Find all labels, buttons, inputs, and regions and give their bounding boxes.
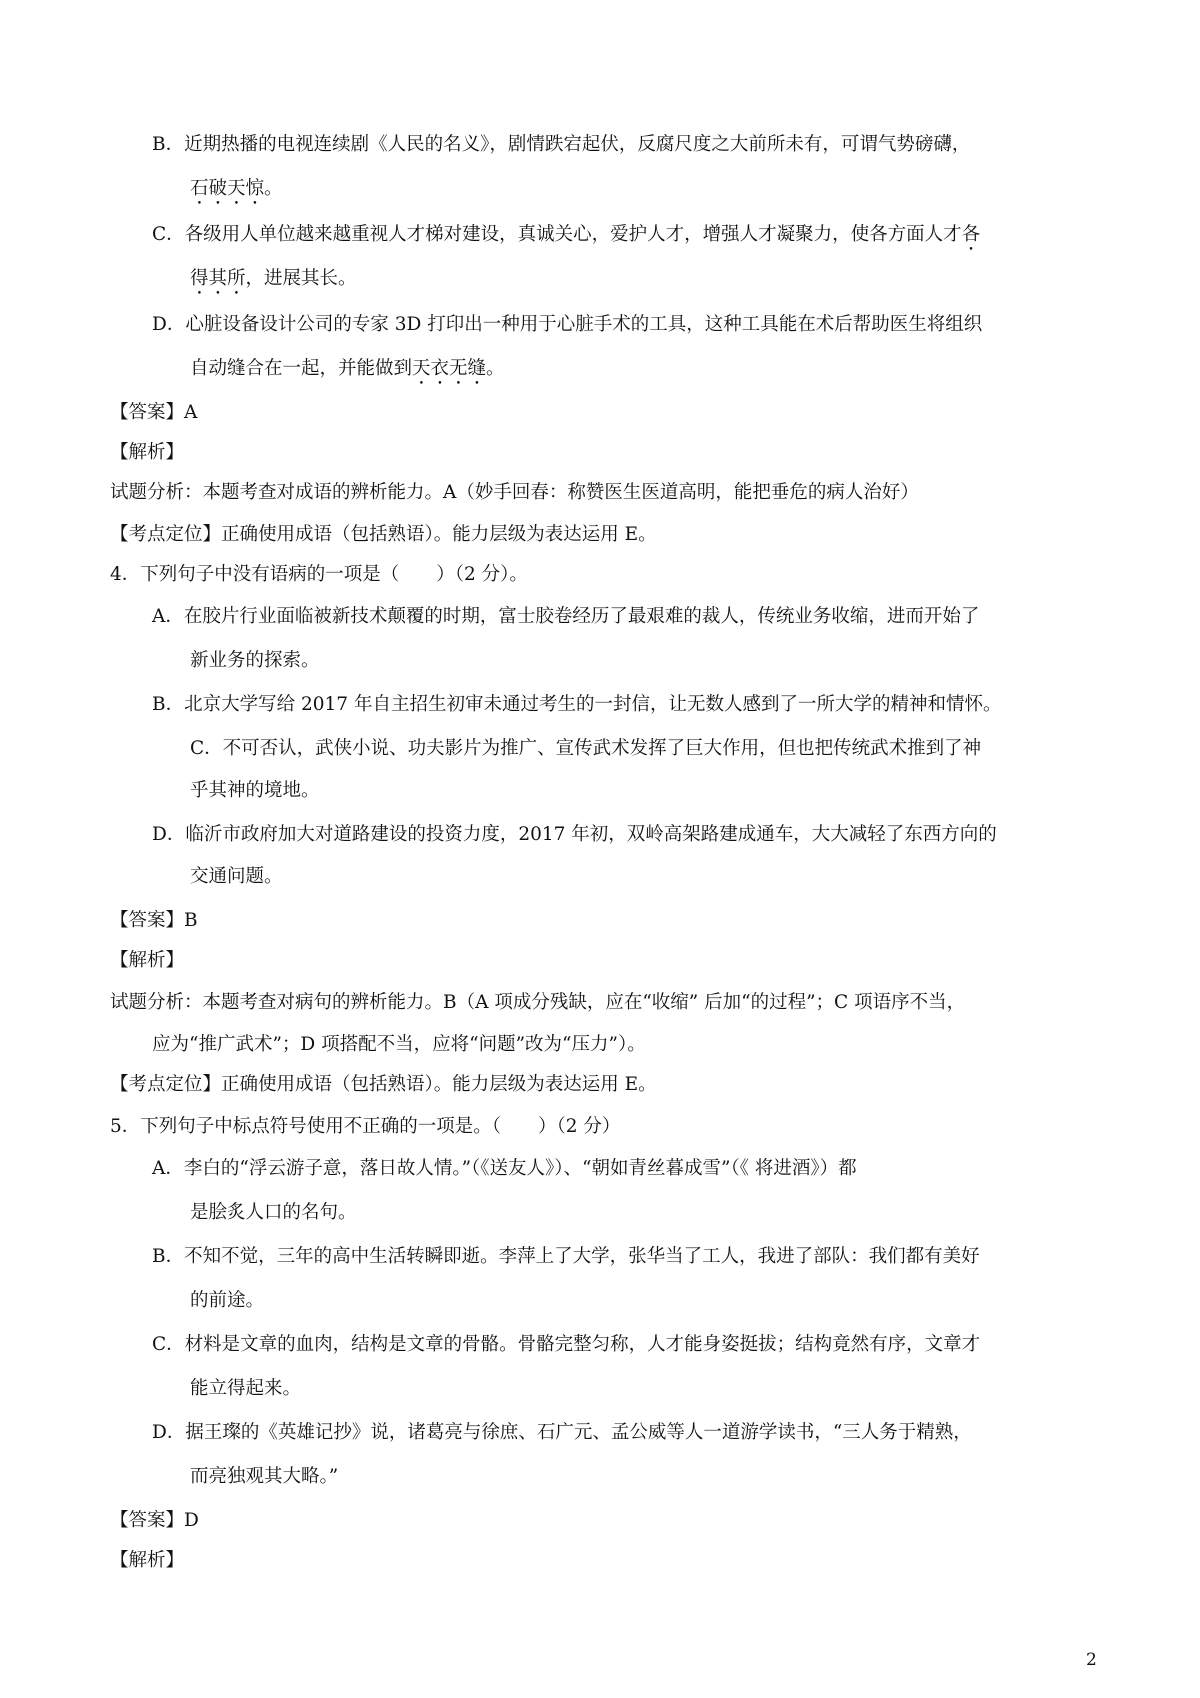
q3-option-b-line2: 石破天惊。: [190, 178, 283, 199]
q3-analysis: 试题分析：本题考查对成语的辨析能力。A（妙手回春：称赞医生医道高明，能把垂危的病人治好）: [110, 482, 919, 503]
q5-option-d-line2: 而亮独观其大略。”: [190, 1466, 339, 1487]
emphasis-idiom-part: 各: [961, 224, 981, 245]
q3-option-b-line1: B．近期热播的电视连续剧《人民的名义》，剧情跌宕起伏，反腐尺度之大前所未有，可谓气势磅礴，: [152, 134, 971, 155]
q5-answer: 【答案】D: [110, 1510, 199, 1531]
q4-keypoint: 【考点定位】正确使用成语（包括熟语）。能力层级为表达运用 E。: [110, 1074, 657, 1095]
emphasis-idiom: 天衣无缝: [412, 358, 487, 379]
q4-analysis-heading: 【解析】: [110, 950, 185, 971]
q3-keypoint: 【考点定位】正确使用成语（包括熟语）。能力层级为表达运用 E。: [110, 524, 657, 545]
q4-option-c-line2: 乎其神的境地。: [190, 780, 320, 801]
q4-answer: 【答案】B: [110, 910, 198, 931]
q5-option-a-line2: 是脍炙人口的名句。: [190, 1202, 357, 1223]
q5-stem: 5．下列句子中标点符号使用不正确的一项是。（ ）（2 分）: [110, 1116, 621, 1137]
q3-option-c-line1: C．各级用人单位越来越重视人才梯对建设，真诚关心，爱护人才，增强人才凝聚力，使各方面人才各: [152, 224, 981, 245]
q4-option-a-line1: A．在胶片行业面临被新技术颠覆的时期，富士胶卷经历了最艰难的裁人，传统业务收缩，进而开始了: [152, 606, 980, 627]
q5-option-b-line2: 的前途。: [190, 1290, 265, 1311]
q5-option-c-line2: 能立得起来。: [190, 1378, 302, 1399]
q4-analysis-line2: 应为“推广武术”；D 项搭配不当，应将“问题”改为“压力”）。: [152, 1034, 646, 1055]
q4-option-b-line1: B．北京大学写给 2017 年自主招生初审未通过考生的一封信，让无数人感到了一所大学的精神和情怀。: [152, 694, 1002, 715]
q5-analysis-heading: 【解析】: [110, 1550, 185, 1571]
q4-option-d-line1: D．临沂市政府加大对道路建设的投资力度，2017 年初，双岭高架路建成通车，大大减轻了东西方向的: [152, 824, 997, 845]
q4-option-a-line2: 新业务的探索。: [190, 650, 320, 671]
q5-option-c-line1: C．材料是文章的血肉，结构是文章的骨骼。骨骼完整匀称，人才能身姿挺拔；结构竟然有序，文章才: [152, 1334, 981, 1355]
q3-option-d-line1: D．心脏设备设计公司的专家 3D 打印出一种用于心脏手术的工具，这种工具能在术后帮助医生将组织: [152, 314, 983, 335]
page-number: 2: [1086, 1650, 1097, 1670]
q3-analysis-heading: 【解析】: [110, 442, 185, 463]
q3-option-c-line2: 得其所，进展其长。: [190, 268, 357, 289]
emphasis-idiom: 石破天惊: [190, 178, 265, 199]
q5-option-b-line1: B．不知不觉，三年的高中生活转瞬即逝。李萍上了大学，张华当了工人，我进了部队：我们都有美好: [152, 1246, 980, 1267]
q5-option-d-line1: D．据王璨的《英雄记抄》说，诸葛亮与徐庶、石广元、孟公威等人一道游学读书，“三人务于精熟，: [152, 1422, 972, 1443]
q4-option-d-line2: 交通问题。: [190, 866, 283, 887]
q4-analysis-line1: 试题分析：本题考查对病句的辨析能力。B（A 项成分残缺，应在“收缩” 后加“的过程”；C 项语序不当，: [110, 992, 966, 1013]
emphasis-idiom-part: 得其所: [190, 268, 246, 289]
q3-answer: 【答案】A: [110, 402, 198, 423]
q4-stem: 4．下列句子中没有语病的一项是（ ）（2 分）。: [110, 564, 528, 585]
q4-option-c-line1: C．不可否认，武侠小说、功夫影片为推广、宣传武术发挥了巨大作用，但也把传统武术推到了神: [190, 738, 982, 759]
q3-option-d-line2: 自动缝合在一起，并能做到天衣无缝。: [190, 358, 505, 379]
q5-option-a-line1: A．李白的“浮云游子意，落日故人情。”（《送友人》）、“朝如青丝暮成雪”（《 将进酒》）都: [152, 1158, 857, 1179]
